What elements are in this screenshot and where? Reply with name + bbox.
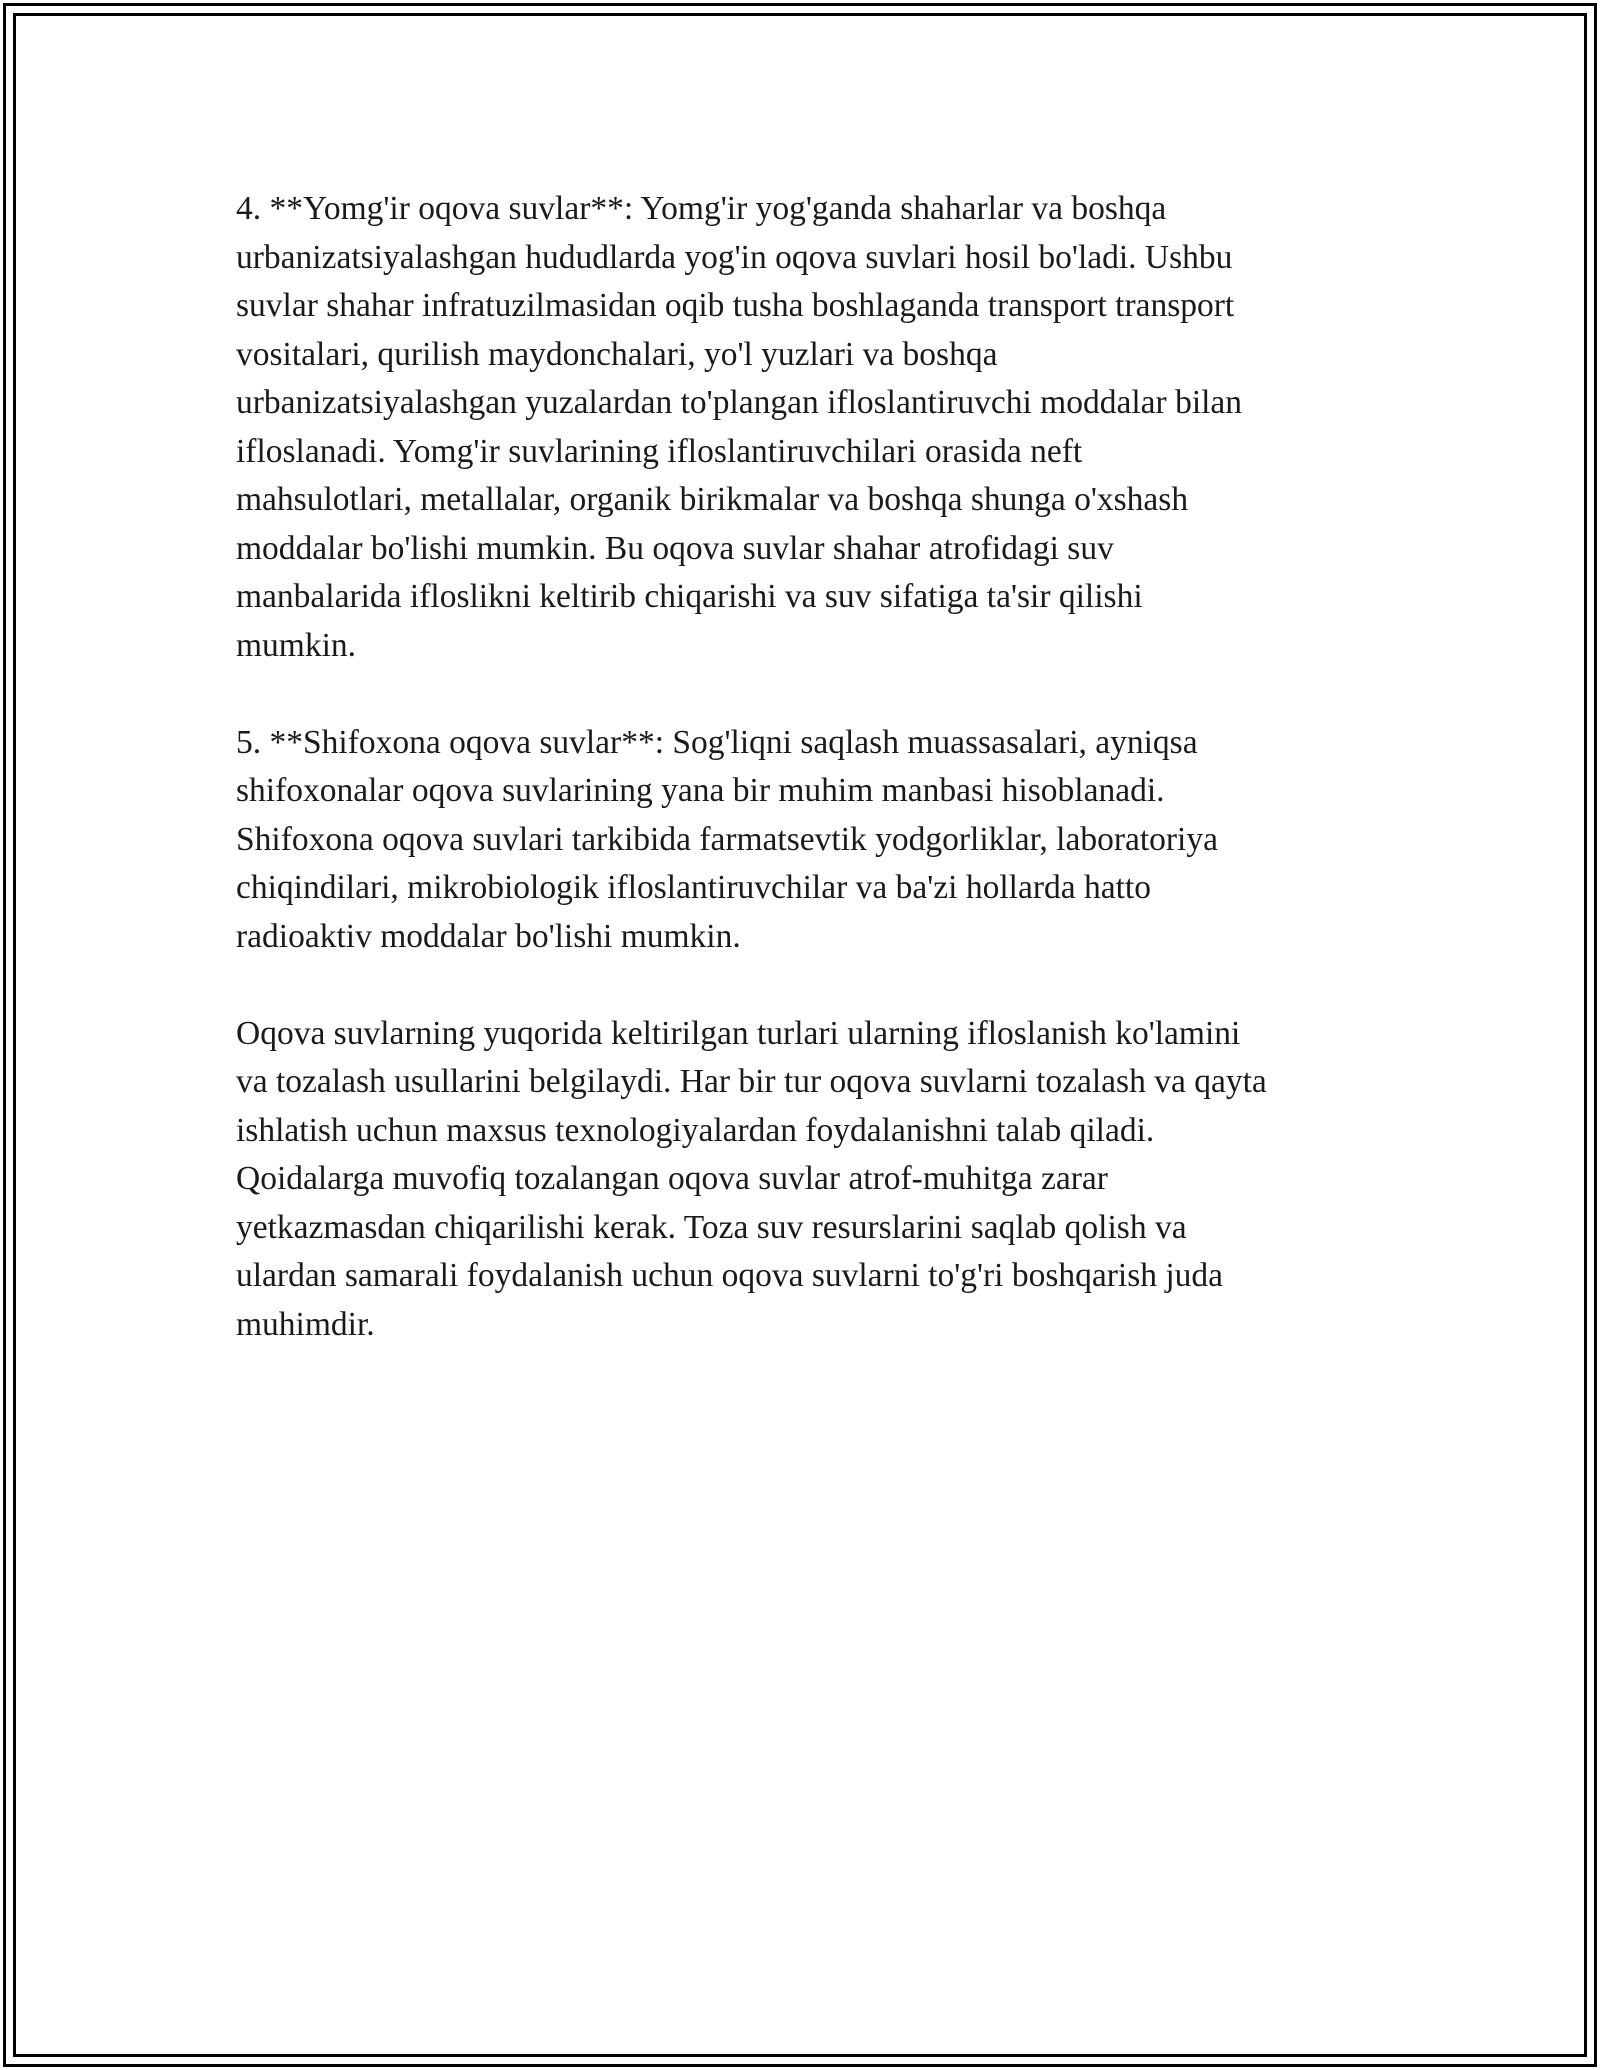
text-line: va tozalash usullarini belgilaydi. Har bir tur oqova suvlarni tozalash va qayta [236,1063,1267,1100]
text-line: 4. **Yomg'ir oqova suvlar**: Yomg'ir yog'ganda shaharlar va boshqa [236,190,1167,227]
text-line: suvlar shahar infratuzilmasidan oqib tusha boshlaganda transport transport [236,287,1235,324]
text-line: ulardan samarali foydalanish uchun oqova suvlarni to'g'ri boshqarish juda [236,1257,1224,1294]
text-line: Oqova suvlarning yuqorida keltirilgan turlari ularning ifloslanish ko'lamini [236,1014,1241,1052]
text-line: ishlatish uchun maxsus texnologiyalardan foydalanishni talab qiladi. [236,1111,1155,1149]
paragraph-rainwater [236,185,1386,670]
text-line: shifoxonalar oqova suvlarining yana bir muhim manbasi hisoblanadi. [236,772,1165,809]
document-body [236,185,1386,1398]
text-line: manbalarida ifloslikni keltirib chiqarishi va suv sifatiga ta'sir qilishi [236,578,1143,615]
text-line: muhimdir. [236,1305,375,1343]
text-line: Shifoxona oqova suvlari tarkibida farmatsevtik yodgorliklar, laboratoriya [236,820,1218,858]
text-line: 5. **Shifoxona oqova suvlar**: Sog'liqni saqlash muassasalari, ayniqsa [236,723,1198,761]
text-line: mumkin. [236,626,357,664]
text-line: radioaktiv moddalar bo'lishi mumkin. [236,917,741,955]
paragraph-conclusion [236,1010,1386,1350]
text-line: moddalar bo'lishi mumkin. Bu oqova suvlar shahar atrofidagi suv [236,529,1114,567]
text-line: vositalari, qurilish maydonchalari, yo'l yuzlari va boshqa [236,335,998,373]
text-line: Qoidalarga muvofiq tozalangan oqova suvlar atrof-muhitga zarar [236,1160,1108,1197]
text-line: ifloslanadi. Yomg'ir suvlarining ifloslantiruvchilari orasida neft [236,432,1083,470]
text-line: urbanizatsiyalashgan yuzalardan to'plangan ifloslantiruvchi moddalar bilan [236,384,1243,421]
paragraph-hospital [236,719,1386,962]
text-line: urbanizatsiyalashgan hududlarda yog'in oqova suvlari hosil bo'ladi. Ushbu [236,238,1233,276]
text-line: yetkazmasdan chiqarilishi kerak. Toza suv resurslarini saqlab qolish va [236,1208,1187,1246]
text-line: mahsulotlari, metallalar, organik birikmalar va boshqa shunga o'xshash [236,481,1189,518]
text-line: chiqindilari, mikrobiologik ifloslantiruvchilar va ba'zi hollarda hatto [236,869,1151,906]
